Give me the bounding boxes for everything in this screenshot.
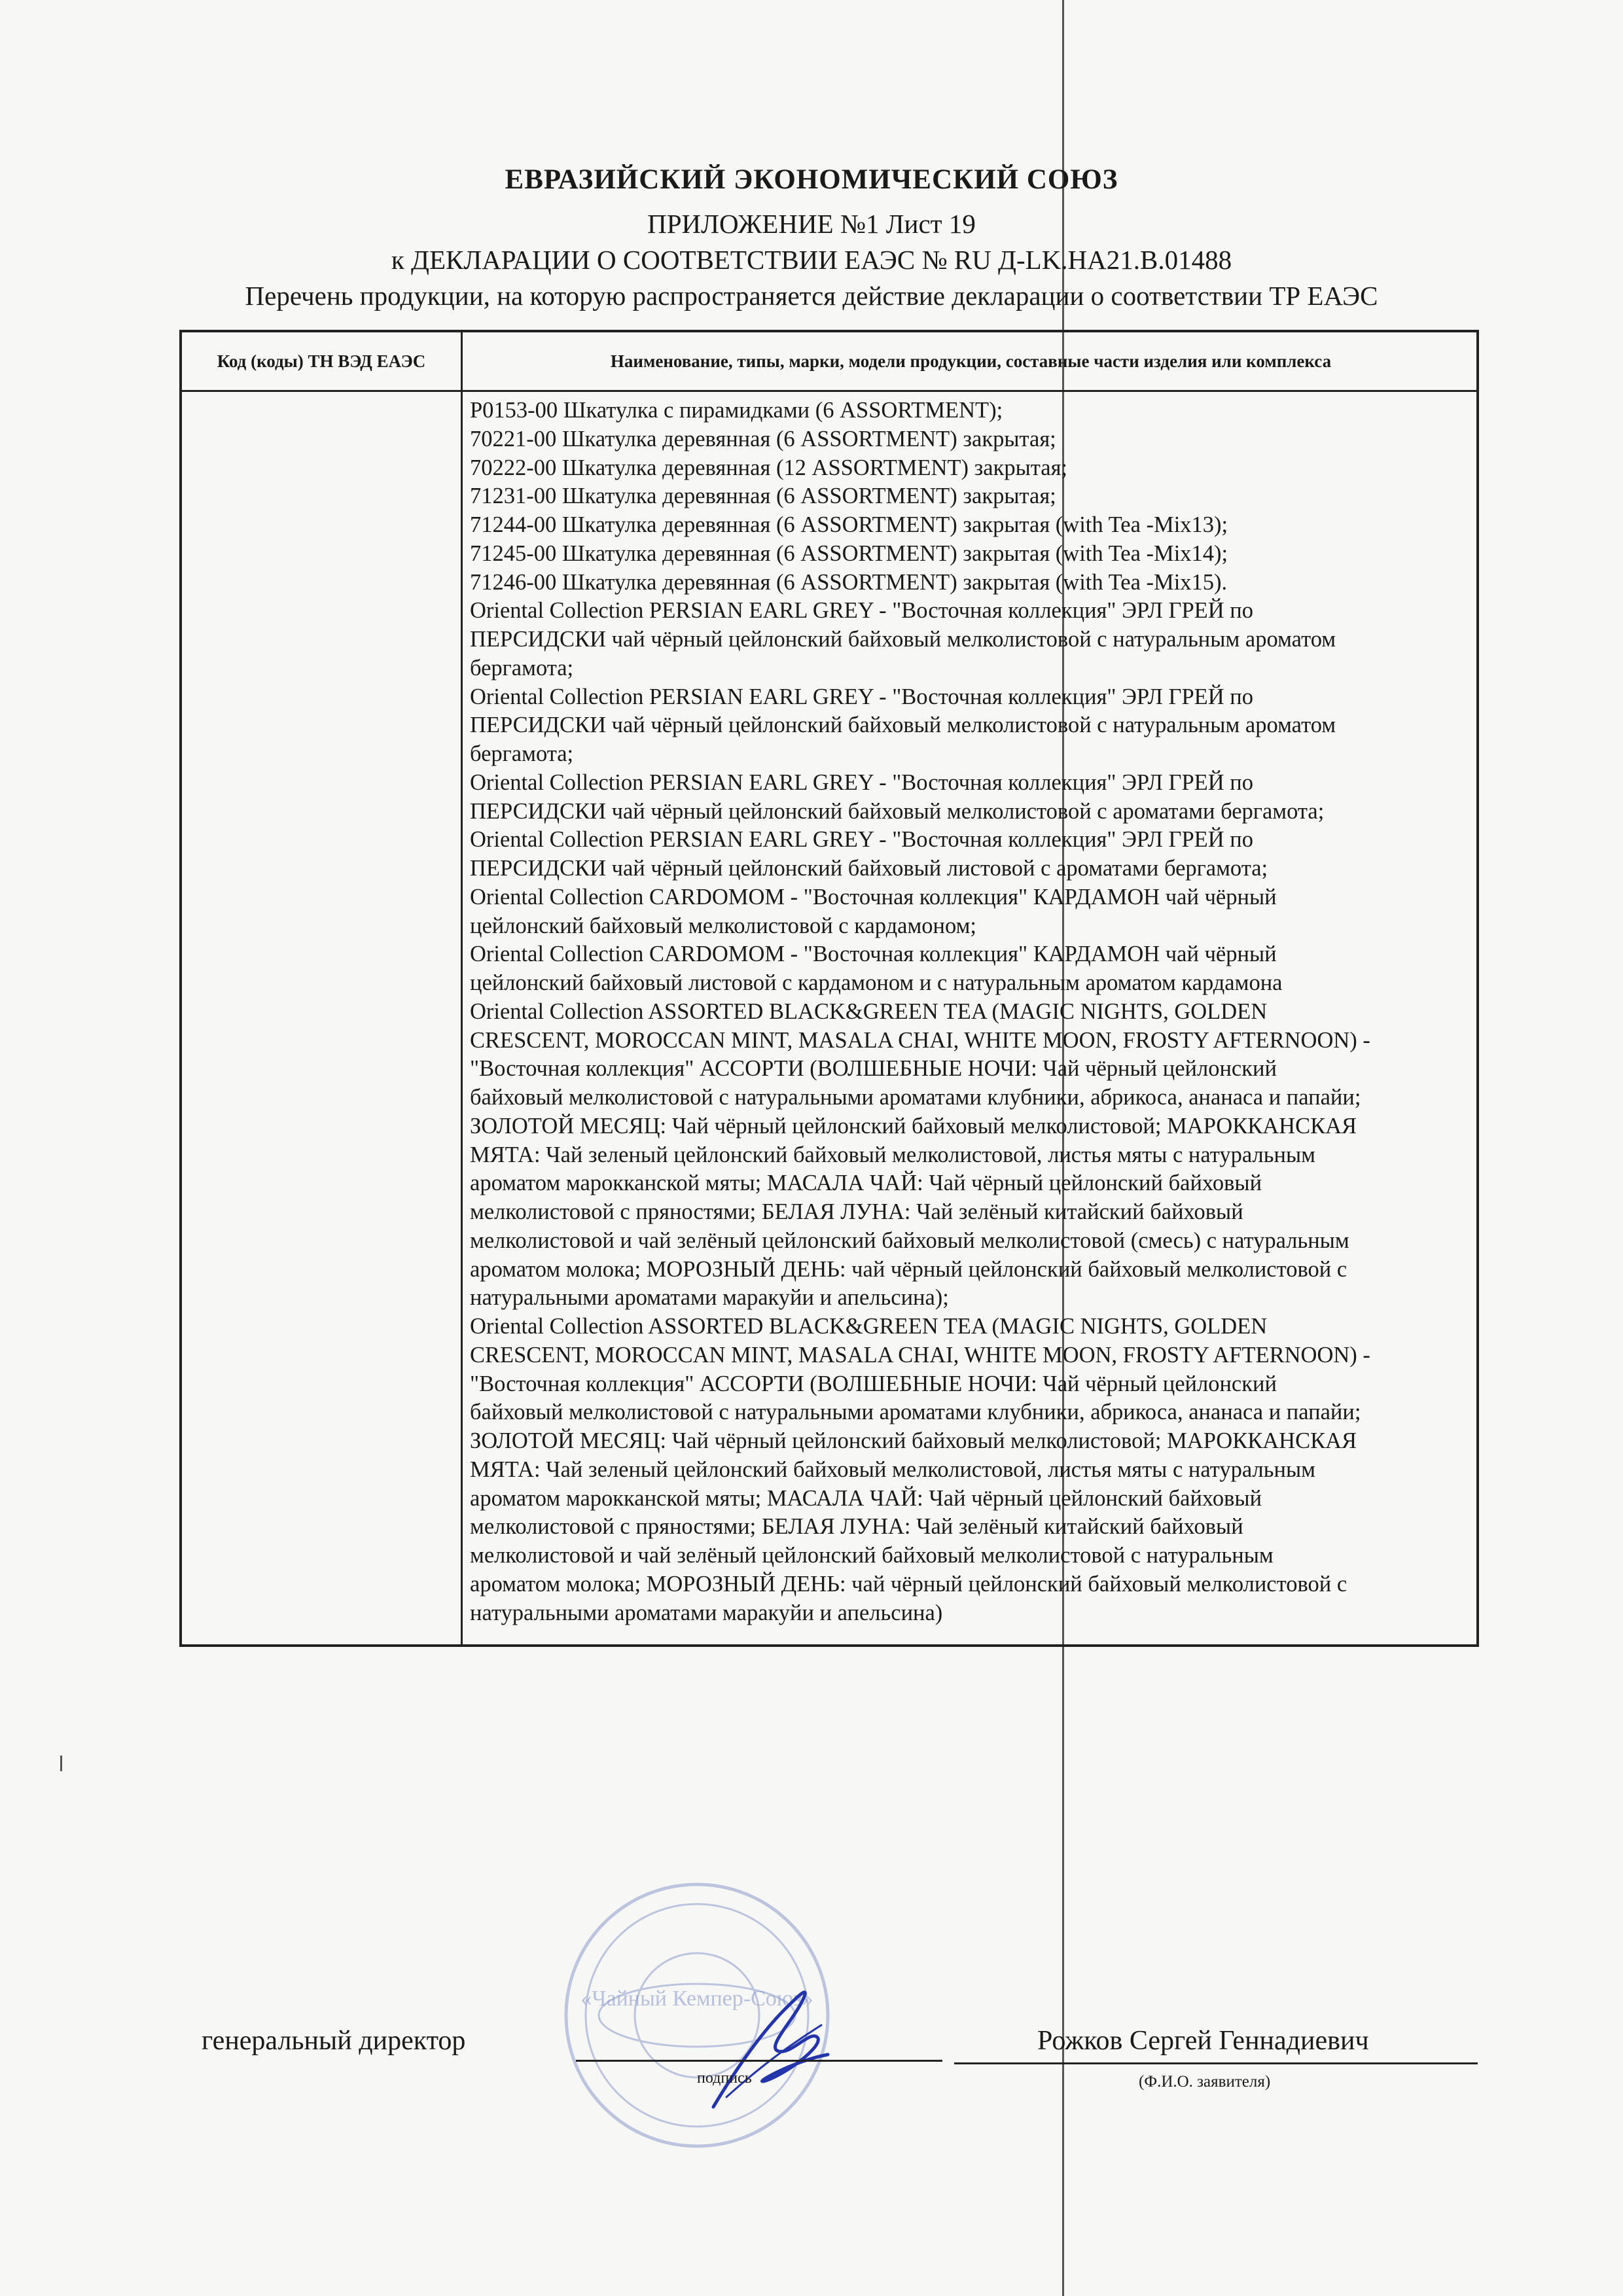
product-line: ПЕРСИДСКИ чай чёрный цейлонский байховый мелколистовой с натуральным ароматом (470, 627, 1336, 652)
product-table (179, 330, 1479, 1647)
product-line: ЗОЛОТОЙ МЕСЯЦ: Чай чёрный цейлонский байховый мелколистовой; МАРОККАНСКАЯ (470, 1113, 1357, 1139)
scan-mark (60, 1756, 62, 1771)
product-line: 71246-00 Шкатулка деревянная (6 ASSORTMENT) закрытая (with Tea -Mix15). (470, 569, 1228, 595)
signature-line (576, 2060, 942, 2062)
product-line: МЯТА: Чай зеленый цейлонский байховый мелколистовой, листья мяты с натуральным (470, 1142, 1315, 1167)
product-line: Oriental Collection PERSIAN EARL GREY - "Восточная коллекция" ЭРЛ ГРЕЙ по (470, 769, 1253, 795)
column-divider (461, 332, 463, 1644)
product-line: натуральными ароматами маракуйи и апельсина); (470, 1285, 949, 1311)
product-line: Р0153-00 Шкатулка с пирамидками (6 ASSORTMENT); (470, 398, 1003, 423)
product-line: цейлонский байховый листовой с кардамоном и с натуральным ароматом кардамона (470, 970, 1283, 995)
product-line: 71245-00 Шкатулка деревянная (6 ASSORTMENT) закрытая (with Tea -Mix14); (470, 540, 1228, 566)
product-line: CRESCENT, MOROCCAN MINT, MASALA CHAI, WHITE MOON, FROSTY AFTERNOON) - (470, 1342, 1370, 1368)
product-line: 71231-00 Шкатулка деревянная (6 ASSORTMENT) закрытая; (470, 484, 1056, 509)
product-line: ПЕРСИДСКИ чай чёрный цейлонский байховый листовой с ароматами бергамота; (470, 856, 1268, 881)
declaration-number: к ДЕКЛАРАЦИИ О СООТВЕТСТВИИ ЕАЭС № RU Д-LK.НА21.В.01488 (391, 245, 1232, 275)
product-line: ЗОЛОТОЙ МЕСЯЦ: Чай чёрный цейлонский байховый мелколистовой; МАРОККАНСКАЯ (470, 1428, 1357, 1453)
product-line: 71244-00 Шкатулка деревянная (6 ASSORTMENT) закрытая (with Tea -Mix13); (470, 512, 1228, 537)
stamp-text: «Чайный Кемпер-Союз» (580, 1987, 813, 2011)
signature-caption: подпись (697, 2070, 752, 2087)
product-line: ароматом молока; МОРОЗНЫЙ ДЕНЬ: чай чёрный цейлонский байховый мелколистовой с (470, 1256, 1347, 1282)
product-line: МЯТА: Чай зеленый цейлонский байховый мелколистовой, листья мяты с натуральным (470, 1457, 1315, 1482)
scope-text: Перечень продукции, на которую распространяется действие декларации о соответствии ТР ЕАЭС (245, 281, 1378, 311)
product-line: CRESCENT, MOROCCAN MINT, MASALA CHAI, WHITE MOON, FROSTY AFTERNOON) - (470, 1027, 1370, 1053)
product-line: ароматом марокканской мяты; МАСАЛА ЧАЙ: Чай чёрный цейлонский байховый (470, 1171, 1262, 1196)
product-list (470, 397, 1471, 1627)
product-line: мелколистовой с пряностями; БЕЛАЯ ЛУНА: Чай зелёный китайский байховый (470, 1514, 1243, 1540)
product-line: 70222-00 Шкатулка деревянная (12 ASSORTMENT) закрытая; (470, 455, 1068, 480)
column-header-code: Код (коды) ТН ВЭД ЕАЭС (217, 351, 426, 371)
signer-name: Рожков Сергей Геннадиевич (1037, 2026, 1369, 2056)
signature-graphic (687, 1976, 844, 2113)
name-line (954, 2062, 1478, 2064)
product-line: цейлонский байховый мелколистовой с кардамоном; (470, 913, 976, 938)
product-line: ароматом молока; МОРОЗНЫЙ ДЕНЬ: чай чёрный цейлонский байховый мелколистовой с (470, 1571, 1347, 1597)
product-line: Oriental Collection ASSORTED BLACK&GREEN TEA (MAGIC NIGHTS, GOLDEN (470, 1314, 1268, 1339)
product-line: Oriental Collection CARDOMOM - "Восточная коллекция" КАРДАМОН чай чёрный (470, 942, 1277, 967)
product-line: Oriental Collection CARDOMOM - "Восточная коллекция" КАРДАМОН чай чёрный (470, 884, 1277, 910)
column-header-name: Наименование, типы, марки, модели продукции, составные части изделия или комплекса (610, 351, 1332, 371)
product-line: мелколистовой и чай зелёный цейлонский байховый мелколистовой с натуральным (470, 1543, 1274, 1568)
header-divider (182, 390, 1476, 392)
product-line: Oriental Collection ASSORTED BLACK&GREEN TEA (MAGIC NIGHTS, GOLDEN (470, 998, 1268, 1024)
product-line: бергамота; (470, 655, 574, 680)
name-caption: (Ф.И.О. заявителя) (1139, 2073, 1271, 2091)
product-line: Oriental Collection PERSIAN EARL GREY - "Восточная коллекция" ЭРЛ ГРЕЙ по (470, 684, 1253, 709)
signer-role: генеральный директор (202, 2026, 466, 2056)
product-line: 70221-00 Шкатулка деревянная (6 ASSORTMENT) закрытая; (470, 426, 1056, 451)
product-line: натуральными ароматами маракуйи и апельсина) (470, 1600, 943, 1625)
product-line: ПЕРСИДСКИ чай чёрный цейлонский байховый мелколистовой с натуральным ароматом (470, 713, 1336, 738)
product-line: "Восточная коллекция" АССОРТИ (ВОЛШЕБНЫЕ НОЧИ: Чай чёрный цейлонский (470, 1056, 1277, 1082)
product-line: ПЕРСИДСКИ чай чёрный цейлонский байховый мелколистовой с ароматами бергамота; (470, 798, 1325, 824)
appendix-title: ПРИЛОЖЕНИЕ №1 Лист 19 (647, 209, 976, 239)
organization-title: ЕВРАЗИЙСКИЙ ЭКОНОМИЧЕСКИЙ СОЮЗ (505, 164, 1118, 195)
product-line: ароматом марокканской мяты; МАСАЛА ЧАЙ: Чай чёрный цейлонский байховый (470, 1485, 1262, 1511)
product-line: мелколистовой и чай зелёный цейлонский байховый мелколистовой (смесь) с натуральным (470, 1227, 1349, 1253)
product-line: бергамота; (470, 741, 574, 766)
product-line: Oriental Collection PERSIAN EARL GREY - "Восточная коллекция" ЭРЛ ГРЕЙ по (470, 827, 1253, 853)
product-line: "Восточная коллекция" АССОРТИ (ВОЛШЕБНЫЕ НОЧИ: Чай чёрный цейлонский (470, 1371, 1277, 1396)
product-line: байховый мелколистовой с натуральными ароматами клубники, абрикоса, ананаса и папайи; (470, 1085, 1361, 1110)
product-line: байховый мелколистовой с натуральными ароматами клубники, абрикоса, ананаса и папайи; (470, 1400, 1361, 1425)
product-line: мелколистовой с пряностями; БЕЛАЯ ЛУНА: Чай зелёный китайский байховый (470, 1199, 1243, 1224)
product-line: Oriental Collection PERSIAN EARL GREY - "Восточная коллекция" ЭРЛ ГРЕЙ по (470, 598, 1253, 624)
